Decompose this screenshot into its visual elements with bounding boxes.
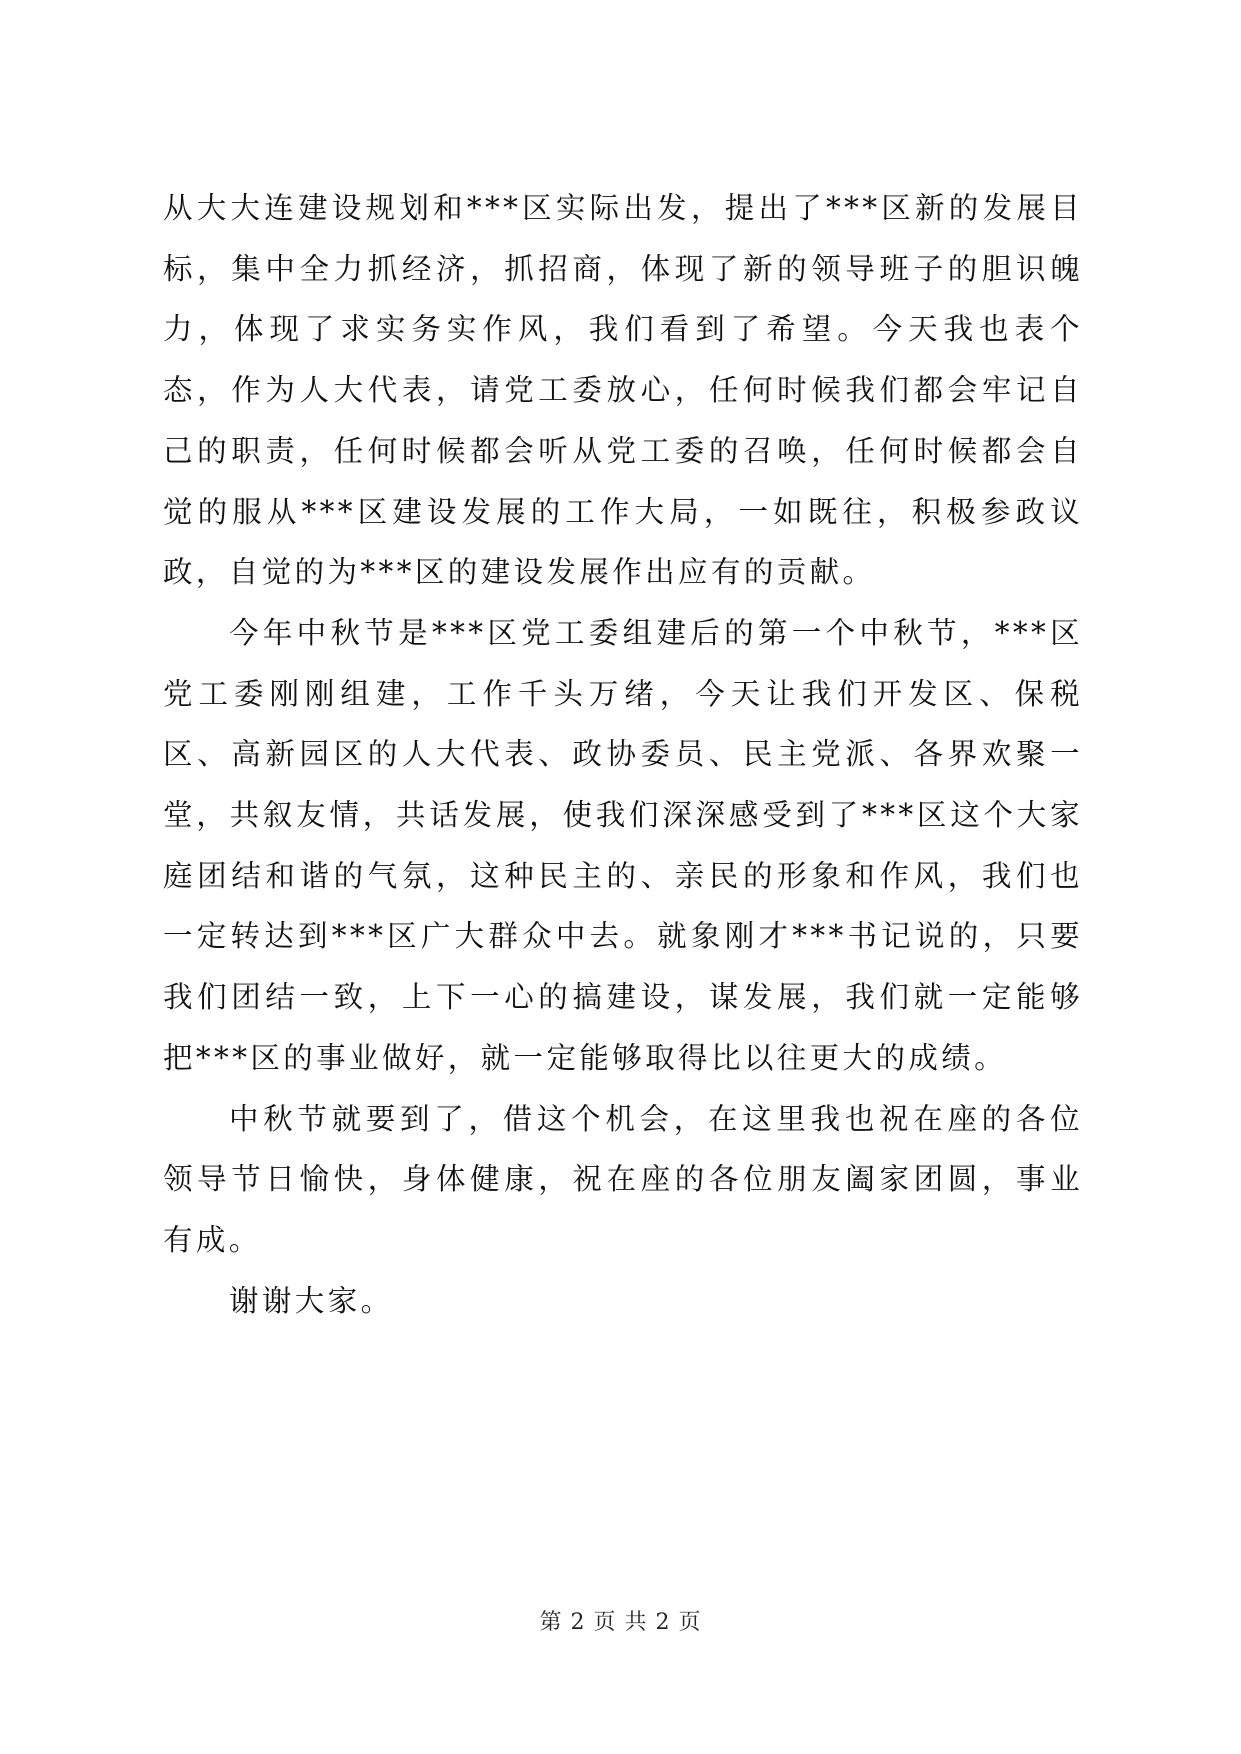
paragraph-continued: 从大大连建设规划和***区实际出发，提出了***区新的发展目标，集中全力抓经济，抓招商，体现了新的领导班子的胆识魄力，体现了求实务实作风，我们看到了希望。今天我也表个态，作为人大代表，请党工委放心，任何时候我们都会牢记自己的职责，任何时候都会听从党工委的召唤，任何时候都会自觉的服从***区建设发展的工作大局，一如既往，积极参政议政，自觉的为***区的建设发展作出应有的贡献。 [163,191,1083,590]
paragraph-mid-autumn: 今年中秋节是***区党工委组建后的第一个中秋节，***区党工委刚刚组建，工作千头万绪，今天让我们开发区、保税区、高新园区的人大代表、政协委员、民主党派、各界欢聚一堂，共叙友情，共话发展，使我们深深感受到了***区这个大家庭团结和谐的气氛，这种民主的、亲民的形象和作风，我们也一定转达到***区广大群众中去。就象刚才***书记说的，只要我们团结一致，上下一心的搞建设，谋发展，我们就一定能够把***区的事业做好，就一定能够取得比以往更大的成绩。 [163,615,1083,1075]
paragraph-greetings: 中秋节就要到了，借这个机会，在这里我也祝在座的各位领导节日愉快，身体健康，祝在座的各位朋友阖家团圆，事业有成。 [163,1101,1083,1257]
page-number-footer: 第 2 页 共 2 页 [539,1610,702,1635]
paragraph-thanks: 谢谢大家。 [229,1283,394,1318]
document-body [163,178,1083,1331]
